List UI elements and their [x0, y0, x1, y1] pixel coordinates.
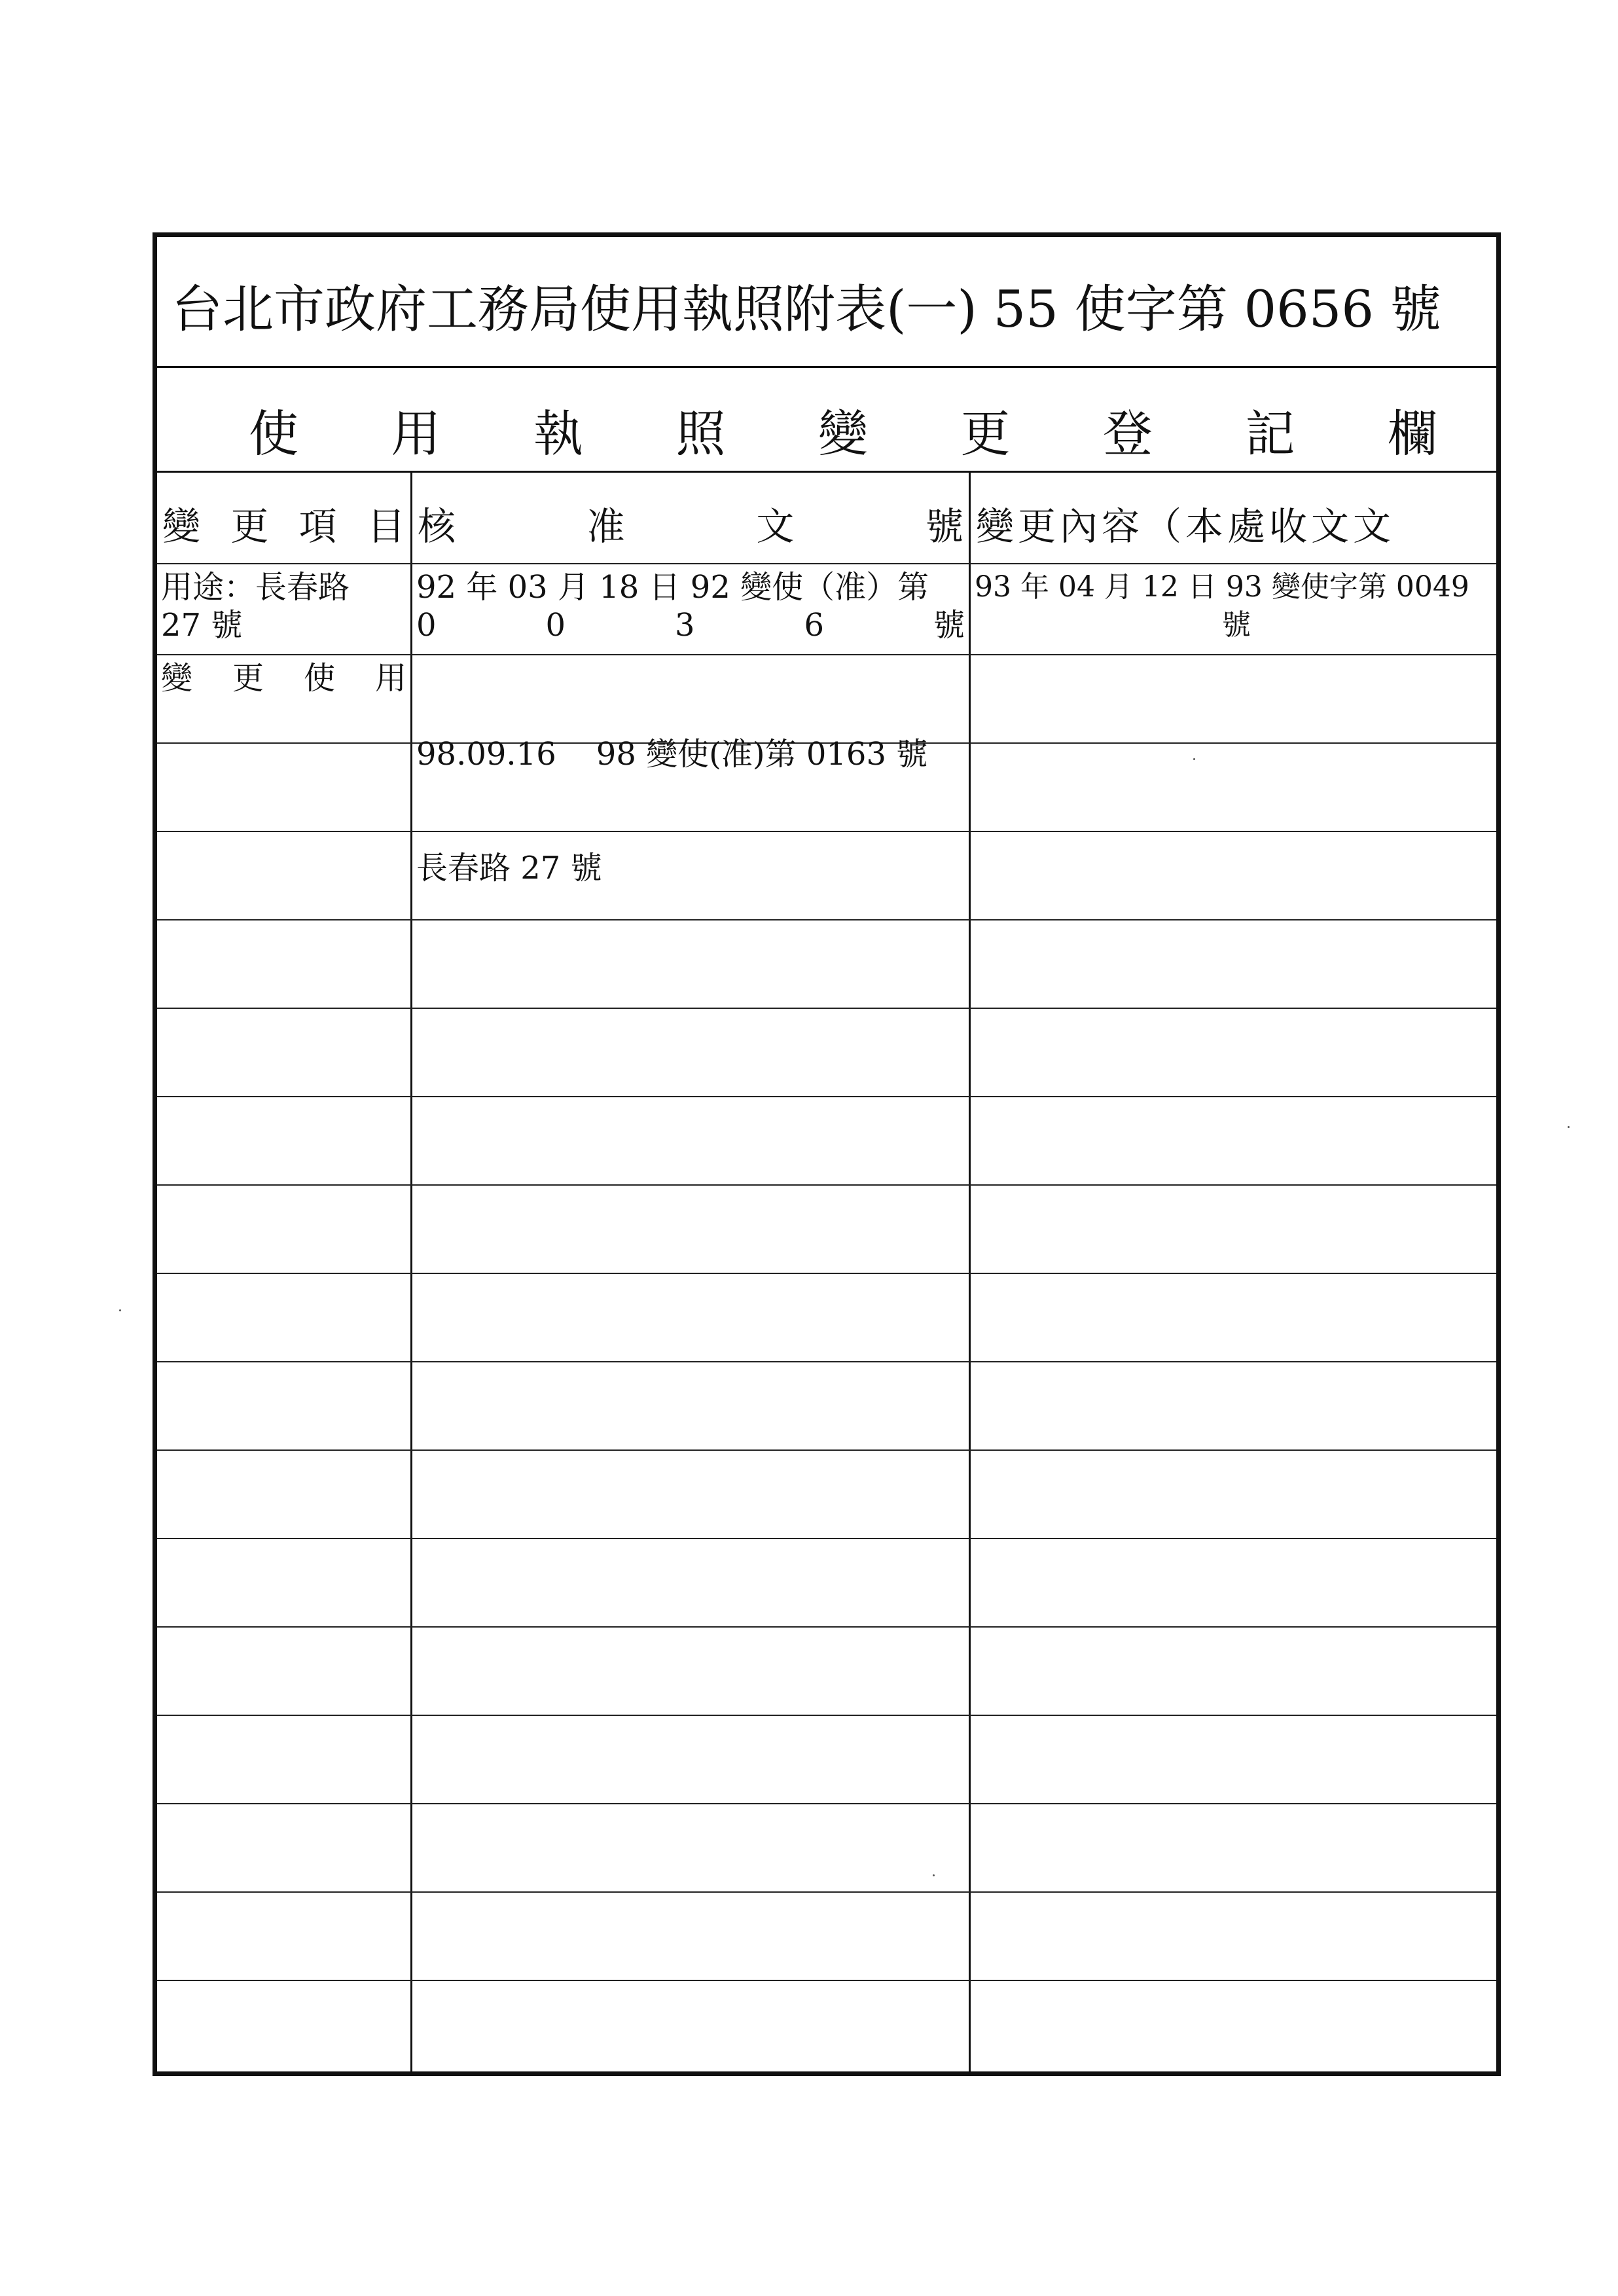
row-divider [157, 1803, 1496, 1804]
row-divider [157, 1008, 1496, 1009]
row-divider [157, 563, 1496, 564]
row1-item: 用途：長春路 27 號 [161, 569, 350, 644]
column-divider [969, 473, 971, 2071]
heading-char: 記 [1245, 405, 1295, 463]
row1-content: 93 年 04 月 12 日 93 變使字第 0049 號 [975, 570, 1469, 642]
heading-char: 更 [960, 405, 1011, 463]
heading-char: 欄 [1388, 405, 1437, 463]
form-sheet [153, 232, 1501, 2076]
column-divider [410, 473, 412, 2071]
row-divider [157, 1891, 1496, 1893]
heading-char: 照 [675, 405, 726, 463]
change-record-table [157, 473, 1496, 2071]
row-divider [157, 1096, 1496, 1097]
row-divider [157, 1980, 1496, 1981]
row-divider [157, 1184, 1496, 1186]
header-change-content: 變更內容（本處收文文 [976, 504, 1395, 549]
heading-char: 變 [818, 405, 868, 463]
scan-speck [1568, 1126, 1570, 1128]
row2-item: 變 更 使 用 [161, 660, 406, 697]
heading-char: 登 [1103, 405, 1153, 463]
form-title: 台北市政府工務局使用執照附表(一) 55 使字第 0656 號 [171, 280, 1441, 339]
subtitle-row [157, 368, 1496, 473]
row1-approval: 92 年 03 月 18 日 92 變使（准）第 0 0 3 6 號 [416, 569, 965, 644]
row2-approval: 98.09.16 98 變使(准)第 0163 號 長春路 27 號 [416, 736, 928, 886]
heading-char: 執 [533, 405, 583, 463]
row-divider [157, 654, 1496, 655]
scan-speck [1193, 758, 1195, 760]
header-change-item: 變 更 項 目 [162, 504, 405, 549]
row-divider [157, 1626, 1496, 1628]
header-approval-number: 核 准 文 號 [418, 504, 963, 549]
row-divider [157, 1538, 1496, 1539]
row-divider [157, 1273, 1496, 1274]
row-divider [157, 1449, 1496, 1451]
row-divider [157, 1361, 1496, 1362]
title-row [157, 237, 1496, 368]
heading-char: 使 [249, 405, 298, 463]
scan-speck [119, 1309, 121, 1311]
scan-speck [933, 1874, 935, 1876]
section-heading [249, 394, 1437, 465]
row-divider [157, 1715, 1496, 1716]
heading-char: 用 [391, 405, 441, 463]
